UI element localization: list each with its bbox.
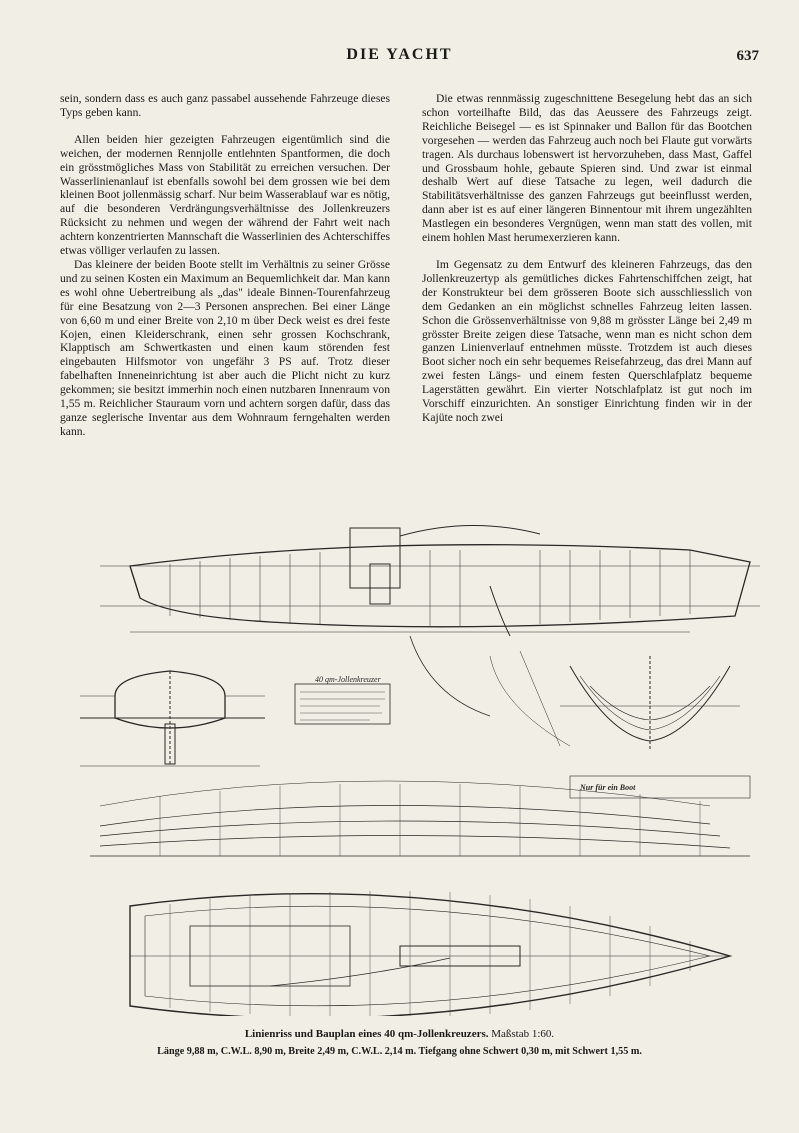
paragraph: Im Gegensatz zu dem Entwurf des kleineren Fahrzeugs, das den Jollenkreuzertyp als gemütliches dickes Fahrtenschiffchen zeigt, hat der Konstrukteur bei dem grösseren Boote sich ausschliesslich von dem Gedanken an ein möglichst schnelles Fahrzeug leiten lassen. Schon die Grössenverhältnisse von 9,88 m grösster Länge bei 2,49 m grösster Breite zeigen diese Tatsache, wenn man es nicht schon dem ganzen Linienverlauf entnehmen müsste. Trotzdem ist auch dieses Boot sicher noch ein sehr bequemes Reisefahrzeug, das drei Mann auf zwei festen Längs- und einem festen Querschlafplatz bequeme Lagerstätten gewährt. Ein vierter Notschlafplatz ist gut noch im Vorschiff einzurichten. An sonstiger Einrichtung finden wir in der Kajüte noch zwei [422,257,752,424]
paragraph: sein, sondern dass es auch ganz passabel aussehende Fahrzeuge dieses Typs geben kann. [60,92,390,119]
boat-plan-svg [70,506,760,1016]
caption-scale: Maßstab 1:60. [491,1028,555,1040]
paragraph: Allen beiden hier gezeigten Fahrzeugen eigentümlich sind die weichen, der modernen Rennjolle entlehnten Spantformen, die doch ein grösstmögliches Mass von Stabilität zu erreichen versuchen. Der Wasserlinienanlauf ist ebenfalls sowohl bei dem grossen wie bei dem kleinen Boot jollenmässig scharf. Nur beim Wasserablauf war es nötig, auf die besonderen Verdrängungsverhältnisse des Jollenkreuzers Rücksicht zu nehmen und wegen der während der Fahrt weit nach achtern konzentrierten Mannschaft die Wasserlinien des Achterschiffes etwas völliger verlaufen zu lassen. [60,132,390,258]
body-plan [490,651,740,751]
left-text-column [60,92,390,439]
page-number: 637 [736,48,759,64]
paragraph: Die etwas rennmässig zugeschnittene Besegelung hebt das an sich schon vorteilhafte Bild, das das Aeussere des Fahrzeugs zeigt. Reichliche Beisegel — es ist Spinnaker und Ballon für das Bootchen vorgesehen — werden das Fahrzeug auch noch bei Flaute gut vorwärts tragen. Als durchaus lobenswert ist hervorzuheben, dass Mast, Gaffel und Grossbaum hohle, gebaute Spieren sind. Und zwar ist einmal deshalb Wert auf diese Tatsache zu legen, weil dadurch die Stabilitätsverhältnisse des ganzen Fahrzeugs gut beeinflusst werden, dann aber ist es auf einer längeren Binnentour mit ihrem ungezählten Mastlegen ein besonderes Vergnügen, wenn man statt des vollen, mit einem hohlen Mast herumexerzieren kann. [422,92,752,245]
deck-plan [130,891,730,1016]
stamp-label: Nur für ein Boot [580,783,636,792]
waterline-plan [90,781,750,856]
specs-box [295,684,390,724]
caption-title: Linienriss und Bauplan eines 40 qm-Jollenkreuzers. [244,1028,489,1040]
caption-details: Länge 9,88 m, C.W.L. 8,90 m, Breite 2,49 m, C.W.L. 2,14 m. Tiefgang ohne Schwert 0,30 m, mit Schwert 1,55 m. [157,1046,642,1057]
side-profile [100,525,760,716]
figure-caption [0,1028,799,1040]
running-header: DIE YACHT [346,46,453,63]
paragraph: Das kleinere der beiden Boote stellt im Verhältnis zu seiner Grösse und zu seinen Kosten ein Maximum an Bequemlichkeit dar. Man kann es wohl ohne Uebertreibung als „das" ideale Binnen-Tourenfahrzeug für eine Besatzung von 2—3 Personen ansprechen. Bei einer Länge von 6,60 m und einer Breite von 2,10 m über Deck weist es drei feste Kojen, einen Kleiderschrank, einen sehr grossen Kochschrank, Klapptisch am Schwertkasten und einen kaum störenden fest eingebauten Hilfsmotor von ungefähr 3 PS auf. Trotz dieser fabelhaften Inneneinrichtung ist aber auch die Plicht nicht zu kurz gekommen; sie besitzt immerhin noch einen nutzbaren Innenraum von 1,55 m. Reichlicher Stauraum vorn und achtern sorgen dafür, dass das ganze seglerische Inventar aus dem Wohnraum ferngehalten werden kann. [60,257,390,438]
cross-section [80,671,265,766]
right-text-column [422,92,752,425]
drawing-title-label: 40 qm-Jollenkreuzer [315,675,381,684]
boat-plan-drawing [70,506,760,1016]
